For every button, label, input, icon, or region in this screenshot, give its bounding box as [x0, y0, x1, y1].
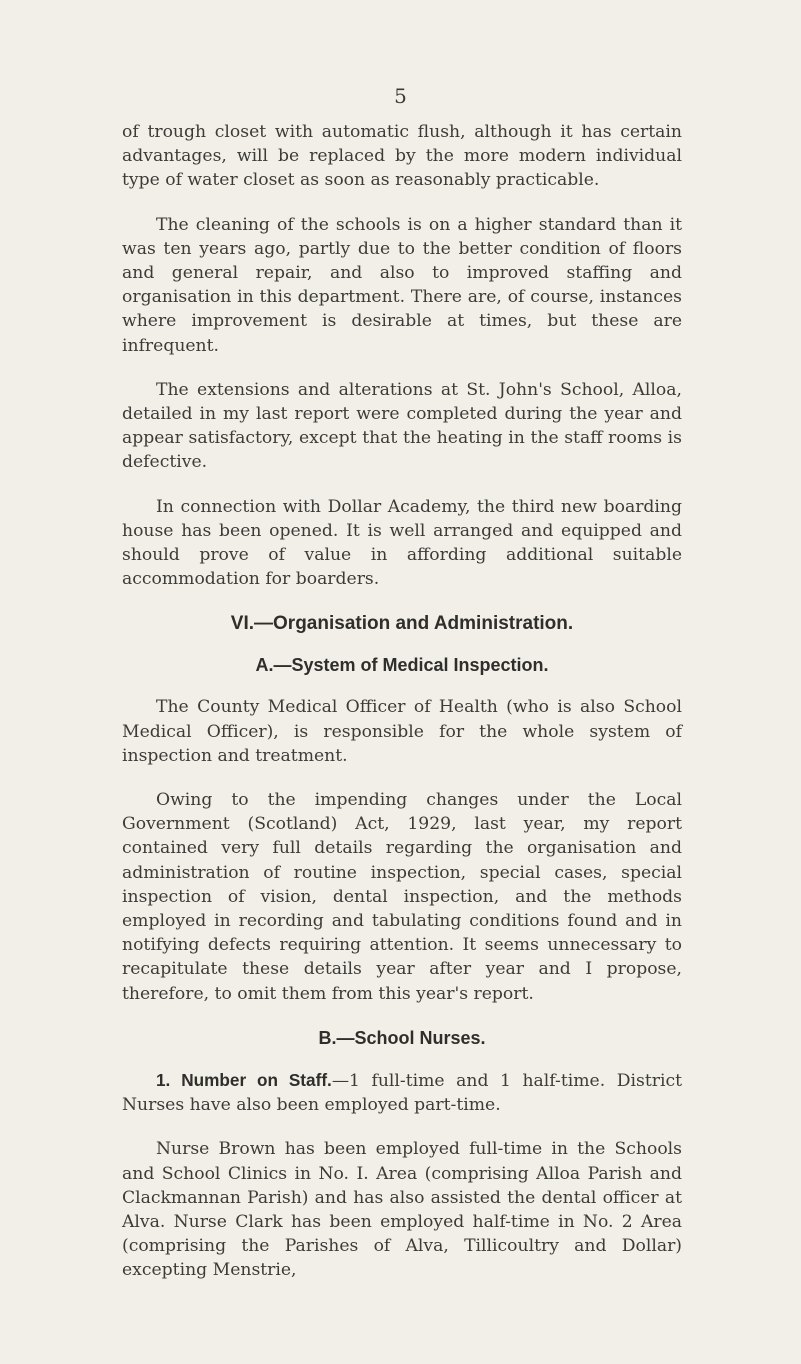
paragraph-nurse-brown: Nurse Brown has been employed full-time in the Schools and School Clinics in No. I. Area (comprising Alloa Parish and Clackmannan Parish) and has also assisted the dental officer at Alva. Nurse Clark has been employed half-time in No. 2 Area (comprising the Parishes of Alva, Tillicoultry and Dollar) excepting Menstrie,: [122, 1139, 682, 1281]
paragraph-st-johns: The extensions and alterations at St. John's School, Alloa, detailed in my last report were completed during the year and appear satisfactory, except that the heating in the staff rooms is defective.: [122, 379, 682, 473]
paragraph-trough-closet: of trough closet with automatic flush, although it has certain advantages, will be replaced by the more modern individual type of water closet as soon as reasonably practicable.: [122, 122, 682, 191]
body-text: [122, 120, 682, 1303]
page-number: 5: [394, 84, 407, 108]
paragraph-number-on-staff: [122, 1068, 682, 1117]
paragraph-number-on-staff-text: —1 full-time and 1 half-time. District Nurses have also been employed part-time.: [122, 1070, 682, 1116]
paragraph-county-medical-officer: The County Medical Officer of Health (who is also School Medical Officer), is responsible for the whole system of inspection and treatment.: [122, 697, 682, 766]
section-heading-a: A.—System of Medical Inspection.: [255, 655, 549, 676]
paragraph-dollar-academy: In connection with Dollar Academy, the third new boarding house has been opened. It is well arranged and equipped and should prove of value in affording additional suitable accommodation for boarders.: [122, 496, 682, 590]
section-heading-b: B.—School Nurses.: [318, 1027, 486, 1048]
section-heading-vi: VI.—Organisation and Administration.: [230, 613, 574, 635]
paragraph-cleaning: The cleaning of the schools is on a higher standard than it was ten years ago, partly due to the better condition of floors and general repair, and also to improved staffing and organisation in this department. There are, of course, instances where improvement is desirable at times, but these are infrequent.: [122, 214, 682, 356]
paragraph-local-government-act: Owing to the impending changes under the Local Government (Scotland) Act, 1929, last year, my report contained very full details regarding the organisation and administration of routine inspection, special cases, special inspection of vision, dental inspection, and the methods employed in recording and tabulating conditions found and in notifying defects requiring attention. It seems unnecessary to recapitulate these details year after year and I propose, therefore, to omit them from this year's report.: [122, 790, 682, 1004]
run-in-heading: 1. Number on Staff.: [156, 1069, 332, 1090]
